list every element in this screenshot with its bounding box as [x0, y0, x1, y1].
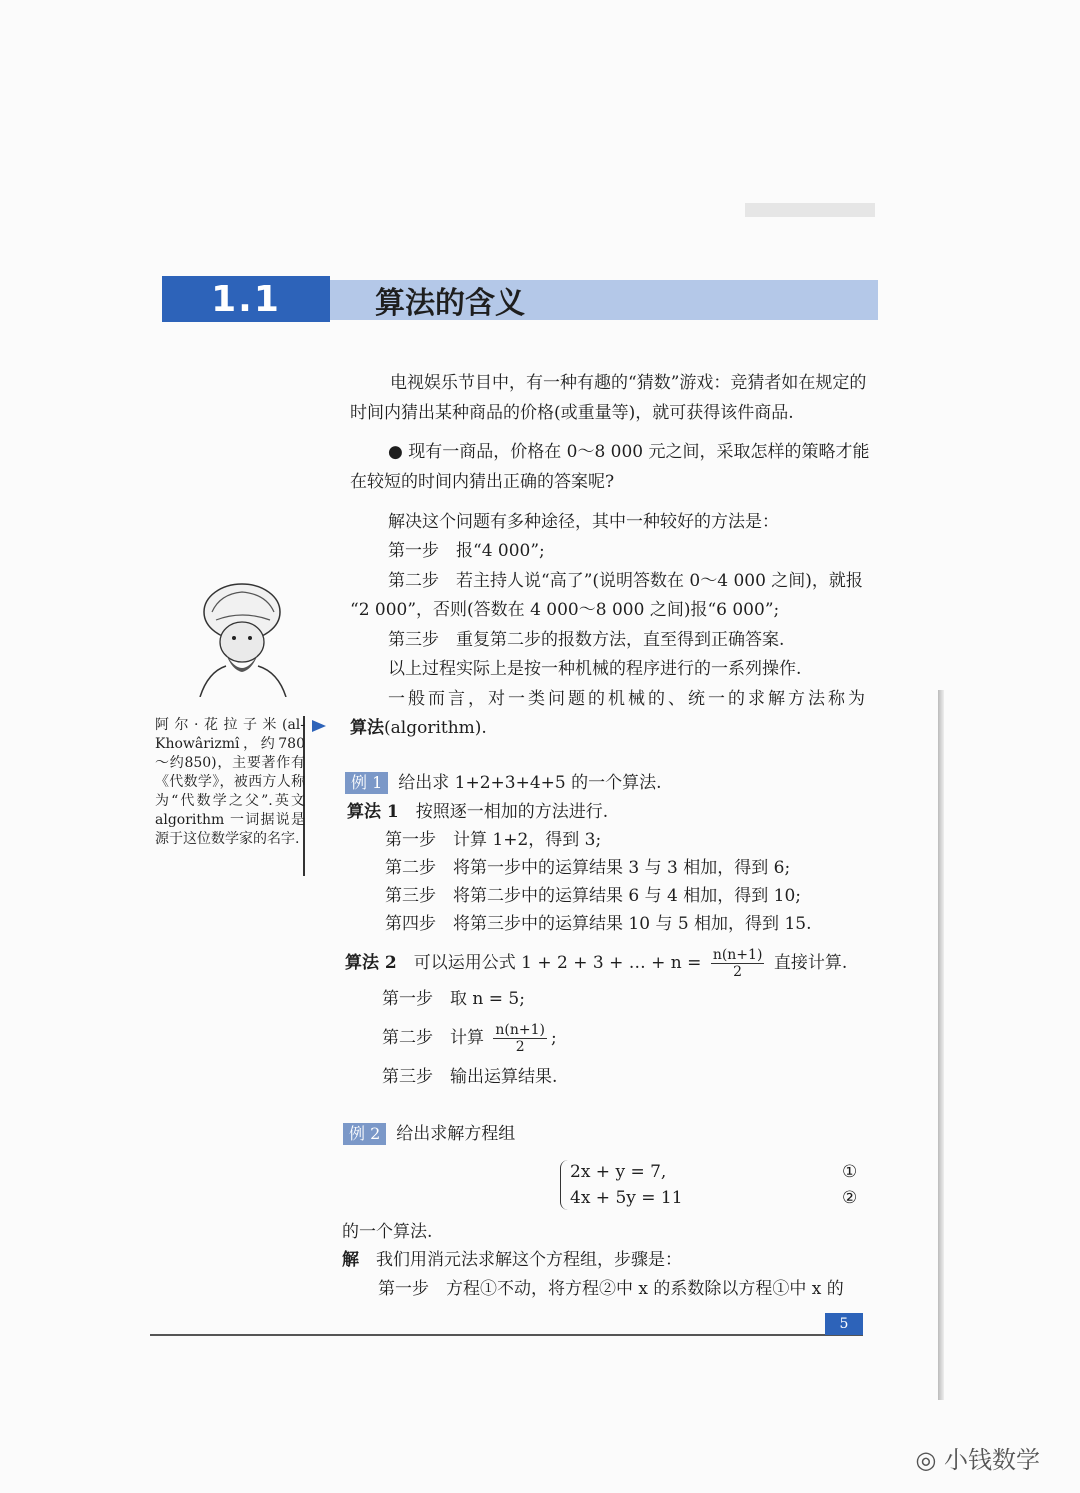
definition-line-1: 一般而言，对一类问题的机械的、统一的求解方法称为	[388, 689, 868, 709]
watermark-text: 小钱数学	[944, 1446, 1040, 1474]
fraction-denominator: 2	[733, 964, 743, 980]
solve-intro: 解决这个问题有多种途径，其中一种较好的方法是：	[388, 512, 779, 532]
algo-2-step-2-post: ;	[551, 1028, 557, 1048]
page-number: 5	[825, 1313, 863, 1335]
portrait-image	[190, 572, 300, 697]
definition-term: 算法	[350, 718, 384, 738]
fraction-numerator: n(n+1)	[712, 947, 763, 963]
question-line-1: ● 现有一商品，价格在 0～8 000 元之间，采取怎样的策略才能	[388, 442, 870, 462]
algo-1	[347, 801, 608, 823]
algo-2-step-2	[382, 1020, 557, 1056]
algo-2-pre: 可以运用公式 1 + 2 + 3 + … + n =	[413, 953, 702, 973]
faint-header-bar	[745, 203, 875, 217]
solution-step-1: 第一步 方程①不动，将方程②中 x 的系数除以方程①中 x 的	[378, 1279, 844, 1299]
formula-fraction	[711, 947, 765, 980]
example-1-tag: 例 1	[345, 772, 388, 794]
example-1	[345, 772, 662, 794]
solution-text: 我们用消元法求解这个方程组，步骤是：	[376, 1250, 682, 1270]
sidebar-note: 阿尔·花拉子米(al-Khowârizmî，约780～约850)，主要著作有《代数学》，被西方人称为“代数学之父”.英文 algorithm 一词据说是源于这位数学家的名字.	[155, 717, 305, 847]
example-2-text: 给出求解方程组	[396, 1124, 516, 1144]
example-2-after: 的一个算法.	[342, 1222, 433, 1242]
step-3: 第三步 重复第二步的报数方法，直至得到正确答案.	[388, 630, 785, 650]
question-line-2: 在较短的时间内猜出正确的答案呢?	[350, 472, 615, 492]
step-fraction-numerator: n(n+1)	[495, 1022, 546, 1038]
intro-line-2: 时间内猜出某种商品的价格(或重量等)，就可获得该件商品.	[350, 403, 794, 423]
pointer-triangle-icon	[312, 718, 328, 734]
equation-2-marker: ②	[842, 1188, 858, 1208]
algo-1-text: 按照逐一相加的方法进行.	[415, 802, 609, 822]
example-2	[343, 1123, 515, 1145]
definition-line-2	[350, 717, 487, 739]
algo-2-step-3: 第三步 输出运算结果.	[382, 1067, 558, 1087]
footer-rule	[150, 1334, 863, 1336]
section-number: 1.1	[162, 276, 330, 322]
algo-2-post: 直接计算.	[773, 953, 848, 973]
step-2: 第二步 若主持人说“高了”(说明答数在 0～4 000 之间)，就报	[388, 571, 863, 591]
solution-intro	[342, 1249, 682, 1271]
wechat-icon: ◎	[915, 1446, 937, 1474]
algo-1-label: 算法 1	[347, 802, 399, 822]
summary: 以上过程实际上是按一种机械的程序进行的一系列操作.	[388, 659, 802, 679]
step-fraction	[493, 1022, 547, 1055]
step-2-cont: “2 000”，否则(答数在 4 000～8 000 之间)报“6 000”;	[350, 600, 780, 620]
step-1: 第一步 报“4 000”;	[388, 541, 545, 561]
algo-1-step-1: 第一步 计算 1+2，得到 3;	[385, 830, 602, 850]
section-title: 算法的含义	[330, 280, 878, 320]
page-edge-shadow	[938, 690, 944, 1400]
watermark	[915, 1440, 1040, 1475]
algo-2-step-2-pre: 第二步 计算	[382, 1028, 484, 1048]
algo-2-label: 算法 2	[345, 953, 397, 973]
equation-1: 2x + y = 7,	[570, 1162, 667, 1182]
algo-2-step-1: 第一步 取 n = 5;	[382, 989, 525, 1009]
intro-line-1: 电视娱乐节目中，有一种有趣的“猜数”游戏：竞猜者如在规定的	[390, 373, 867, 393]
algo-1-step-4: 第四步 将第三步中的运算结果 10 与 5 相加，得到 15.	[385, 914, 812, 934]
equation-2: 4x + 5y = 11	[570, 1188, 683, 1208]
algo-1-step-2: 第二步 将第一步中的运算结果 3 与 3 相加，得到 6;	[385, 858, 791, 878]
example-1-text: 给出求 1+2+3+4+5 的一个算法.	[398, 773, 662, 793]
definition-suffix: (algorithm).	[384, 718, 487, 738]
algo-1-step-3: 第三步 将第二步中的运算结果 6 与 4 相加，得到 10;	[385, 886, 802, 906]
example-2-tag: 例 2	[343, 1123, 386, 1145]
step-fraction-denominator: 2	[515, 1039, 525, 1055]
algo-2	[345, 945, 847, 981]
equation-1-marker: ①	[842, 1162, 858, 1182]
solution-label: 解	[342, 1250, 359, 1270]
